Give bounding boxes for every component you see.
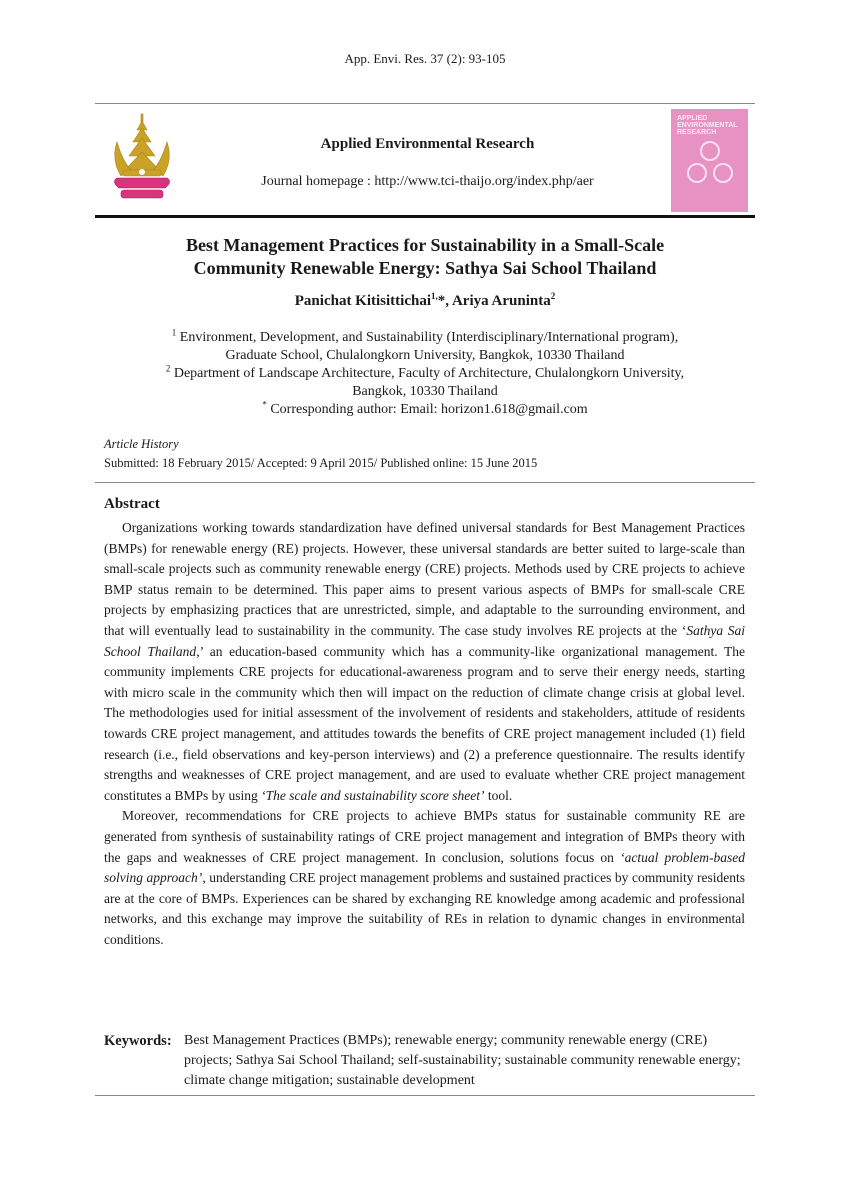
author-list: Panichat Kitisittichai$^{1,}$*, Ariya Aruninta$^2$ bbox=[294, 291, 556, 309]
article-history-dates: Submitted: 18 February 2015/ Accepted: 9 April 2015/ Published online: 15 June 2015 bbox=[104, 456, 538, 470]
journal-name: Applied Environmental Research bbox=[320, 136, 535, 152]
keywords-rule bbox=[95, 1095, 755, 1096]
header-rule-top bbox=[95, 103, 755, 104]
author-name: Panichat Kitisittichai bbox=[294, 293, 432, 309]
author-name: Ariya Aruninta bbox=[451, 293, 551, 309]
abstract-paragraph: Organizations working towards standardization have defined universal standards for Best Management Practices (BMPs) for renewable energy (RE) projects. However, these universal standards are better suited to large-scale than small-scale projects such as community renewable energy (CRE) projects. Methods used by CRE projects to achieve BMP status remain to be determined. This paper aims to present various aspects of BMPs for small-scale CRE projects by emphasizing practices that are unrestricted, simple, and adaptable to the surrounding environment, and that will eventually lead to sustainability in the community. The case study involves RE projects at the ‘Sathya Sai School Thailand,’ an education-based community which has a community-like organizational management. The community implements CRE projects for educational-awareness program and to serve their energy needs, starting with micro scale in the community which then will impact on the reduction of climate change crisis at global level. The methodologies used for initial assessment of the involvement of residents and stakeholders, attitude of residents towards CRE project management, and attitudes towards the benefits of CRE project management included (1) field research (i.e., field observations and key-person interviews) and (2) a preference questionnaire. The results identify strengths and weaknesses of CRE project management, and are used to evaluate whether CRE project management constitutes a BMPs by using ‘The scale and sustainability score sheet’ tool. bbox=[104, 520, 745, 803]
abstract-rule bbox=[95, 482, 755, 483]
affiliations: $^1$ Environment, Development, and Sustainability (Interdisciplinary/International program), Graduate School, Chulalongkorn University, Bangkok, 10330 Thailand $^2$ Department of Landscape Architecture, Faculty of Architecture, Chulalongkorn University, Bangkok, 10330 Thailand * Corresponding author: Email: horizon1.618@gmail.com bbox=[100, 329, 750, 419]
journal-cover-thumbnail bbox=[671, 109, 748, 212]
article-title: Best Management Practices for Sustainability in a Small-Scale Community Renewable Energy: Sathya Sai School Thailand bbox=[185, 235, 665, 278]
keywords-text: Best Management Practices (BMPs); renewable energy; community renewable energy (CRE) projects; Sathya Sai School Thailand; self-sustainability; sustainable community renewable energy; climate change mitigation; sustainable development bbox=[184, 1033, 741, 1088]
header-rule-bottom bbox=[95, 215, 755, 218]
university-crest-logo bbox=[107, 112, 177, 204]
abstract-heading: Abstract bbox=[104, 496, 160, 512]
cover-title: APPLIED ENVIRONMENTAL RESEARCH bbox=[677, 115, 738, 136]
abstract-paragraph: Moreover, recommendations for CRE projects to achieve BMPs status for sustainable community RE are generated from synthesis of sustainability ratings of CRE project management and integration of BMPs theory with the gaps and weaknesses of CRE project management. In conclusion, solutions focus on ‘actual problem-based solving approach’, understanding CRE project management problems and sustained practices by community residents are at the core of BMPs. Experiences can be shared by exchanging RE knowledge among academic and professional networks, and this exchange may improve the suitability of REs in relation to dynamic changes in environmental conditions. bbox=[104, 808, 745, 947]
running-head: App. Envi. Res. 37 (2): 93-105 bbox=[344, 51, 506, 66]
journal-homepage-link[interactable]: Journal homepage : http://www.tci-thaijo.org/index.php/aer bbox=[261, 174, 594, 189]
cover-decoration-icon bbox=[683, 137, 737, 193]
keywords bbox=[104, 1031, 749, 1091]
article-history-label: Article History bbox=[104, 437, 179, 451]
abstract-body bbox=[104, 518, 745, 950]
keywords-label: Keywords: bbox=[104, 1033, 172, 1049]
corresponding-author: * Corresponding author: Email: horizon1.618@gmail.com bbox=[262, 399, 588, 417]
